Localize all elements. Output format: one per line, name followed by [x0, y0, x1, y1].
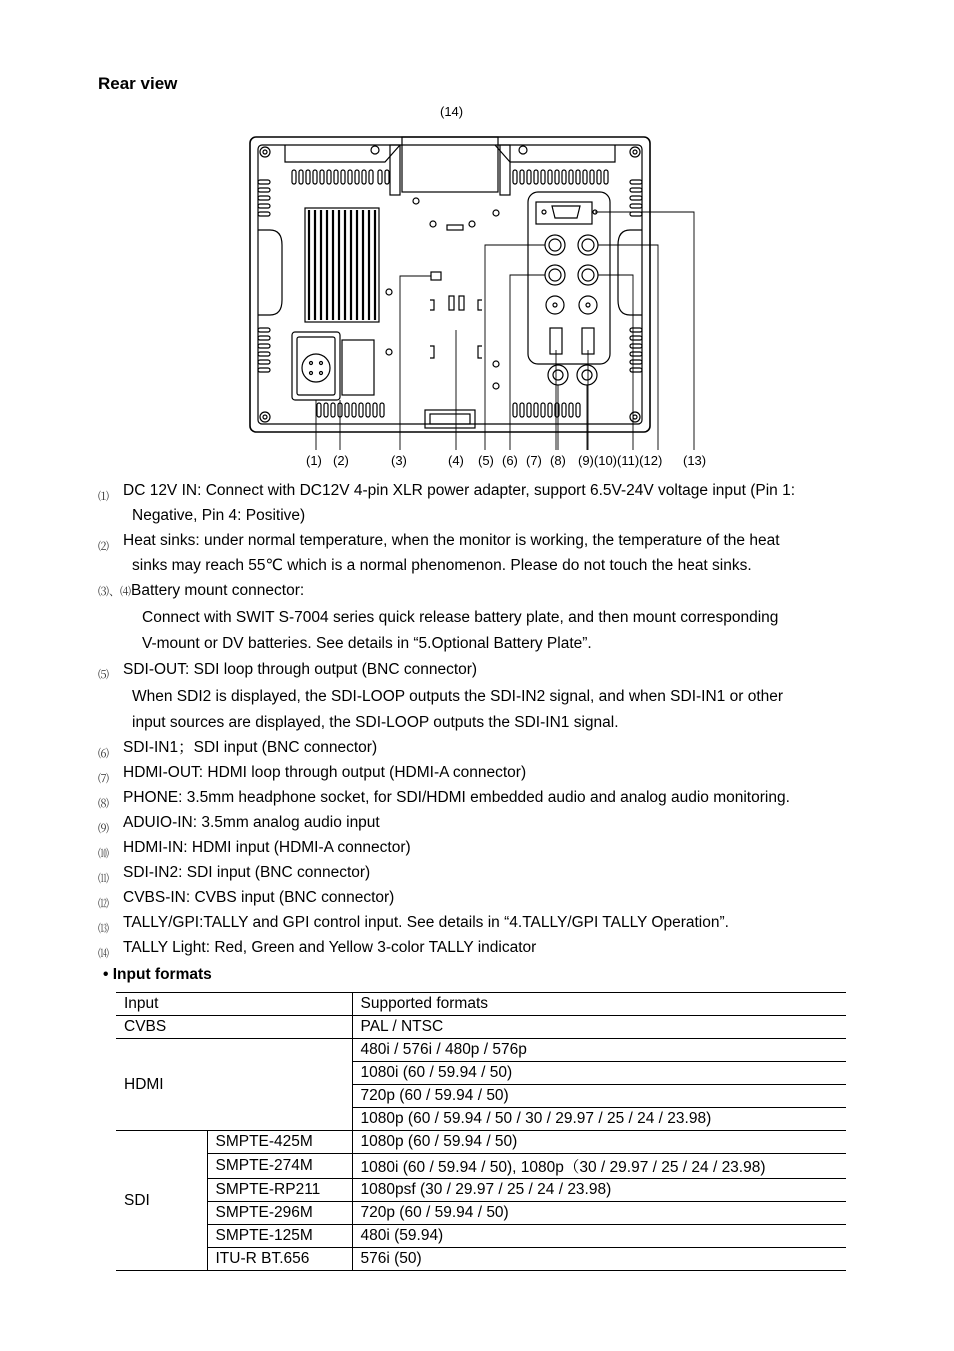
- item-text: CVBS-IN: CVBS input (BNC connector): [123, 889, 395, 906]
- callout-3: (3): [391, 453, 407, 468]
- table-row: [116, 1202, 846, 1225]
- item-text: HDMI-OUT: HDMI loop through output (HDMI-A connector): [123, 764, 527, 781]
- list-item: [98, 910, 858, 935]
- list-item: [98, 835, 858, 860]
- item-number: ⑾: [98, 872, 109, 885]
- rear-view-diagram: [240, 100, 720, 472]
- list-item: [98, 578, 858, 656]
- item-number: ⑻: [98, 797, 109, 810]
- item-text: SDI-IN2: SDI input (BNC connector): [123, 864, 371, 881]
- item-text: V-mount or DV batteries. See details in “5.Optional Battery Plate”.: [142, 635, 592, 652]
- list-item: [98, 528, 858, 578]
- item-number: ⒁: [98, 947, 109, 960]
- table-cell: SMPTE-296M: [207, 1202, 352, 1225]
- list-item: [98, 478, 858, 528]
- list-item: [98, 810, 858, 835]
- item-text: Battery mount connector:: [131, 582, 305, 599]
- list-item: [98, 885, 858, 910]
- table-cell: 576i (50): [352, 1248, 846, 1271]
- item-text: sinks may reach 55℃ which is a normal phenomenon. Please do not touch the heat sinks.: [132, 557, 752, 574]
- callout-14: (14): [440, 104, 464, 119]
- item-text: When SDI2 is displayed, the SDI-LOOP outputs the SDI-IN2 signal, and when SDI-IN1 or other: [132, 688, 784, 705]
- item-text: ADUIO-IN: 3.5mm analog audio input: [123, 814, 380, 831]
- table-row: [116, 1039, 846, 1062]
- table-row: [116, 1131, 846, 1154]
- callout-1: (1): [306, 453, 322, 468]
- list-item: [98, 860, 858, 885]
- item-text: HDMI-IN: HDMI input (HDMI-A connector): [123, 839, 411, 856]
- item-number: ⑿: [98, 897, 109, 910]
- table-cell: 1080p (60 / 59.94 / 50): [352, 1131, 846, 1154]
- item-number: ⑼: [98, 822, 109, 835]
- item-number: ⑺: [98, 772, 109, 785]
- item-number: ⒀: [98, 922, 109, 935]
- input-formats-table: [116, 992, 846, 1271]
- table-row: [116, 1154, 846, 1179]
- item-text: Connect with SWIT S-7004 series quick release battery plate, and then mount corresponding: [142, 609, 779, 626]
- table-cell: 720p (60 / 59.94 / 50): [352, 1085, 846, 1108]
- table-row: [116, 1179, 846, 1202]
- table-cell: SMPTE-274M: [207, 1154, 352, 1179]
- table-row: [116, 1016, 846, 1039]
- table-row: [116, 993, 846, 1016]
- table-cell: 1080psf (30 / 29.97 / 25 / 24 / 23.98): [352, 1179, 846, 1202]
- table-cell: 480i / 576i / 480p / 576p: [352, 1039, 846, 1062]
- callout-4: (4): [448, 453, 464, 468]
- table-cell: SMPTE-RP211: [207, 1179, 352, 1202]
- list-item: [98, 935, 858, 960]
- list-item: [98, 785, 858, 810]
- table-cell: HDMI: [116, 1039, 352, 1131]
- item-number: ⑹: [98, 747, 109, 760]
- table-row: [116, 1225, 846, 1248]
- table-row: [116, 1248, 846, 1271]
- list-item: [98, 656, 858, 735]
- table-cell: 1080p (60 / 59.94 / 50 / 30 / 29.97 / 25 / 24 / 23.98): [352, 1108, 846, 1131]
- callout-2: (2): [333, 453, 349, 468]
- item-text: Heat sinks: under normal temperature, when the monitor is working, the temperature of the heat: [123, 532, 780, 549]
- item-number: ⑽: [98, 847, 109, 860]
- callout-6: (6): [502, 453, 518, 468]
- callout-7: (7): [526, 453, 542, 468]
- item-text: SDI-IN1；SDI input (BNC connector): [123, 739, 378, 756]
- table-cell: ITU-R BT.656: [207, 1248, 352, 1271]
- item-text: PHONE: 3.5mm headphone socket, for SDI/HDMI embedded audio and analog audio monitoring.: [123, 789, 790, 806]
- table-cell: SMPTE-125M: [207, 1225, 352, 1248]
- table-header-cell: Supported formats: [352, 993, 846, 1016]
- section-heading: • Input formats: [103, 966, 212, 983]
- callout-13: (13): [683, 453, 707, 468]
- item-number: ⑸: [98, 668, 109, 681]
- item-number: ⑶、⑷: [98, 585, 131, 598]
- item-text: SDI-OUT: SDI loop through output (BNC connector): [123, 661, 478, 678]
- callout-8: (8): [550, 453, 566, 468]
- table-cell: PAL / NTSC: [352, 1016, 846, 1039]
- item-text: TALLY/GPI:TALLY and GPI control input. See details in “4.TALLY/GPI TALLY Operation”.: [123, 914, 729, 931]
- list-item: [98, 735, 858, 760]
- table-cell: 480i (59.94): [352, 1225, 846, 1248]
- item-text: TALLY Light: Red, Green and Yellow 3-color TALLY indicator: [123, 939, 537, 956]
- item-text: input sources are displayed, the SDI-LOOP outputs the SDI-IN1 signal.: [132, 714, 619, 731]
- item-text: Negative, Pin 4: Positive): [132, 507, 306, 524]
- table-cell: SDI: [116, 1131, 207, 1271]
- item-number: ⑴: [98, 490, 109, 503]
- table-cell: 1080i (60 / 59.94 / 50), 1080p（30 / 29.97 / 25 / 24 / 23.98): [352, 1154, 846, 1179]
- item-text: DC 12V IN: Connect with DC12V 4-pin XLR power adapter, support 6.5V-24V voltage input (Pin 1:: [123, 482, 796, 499]
- table-cell: CVBS: [116, 1016, 352, 1039]
- page-title: Rear view: [98, 74, 178, 93]
- table-cell: 720p (60 / 59.94 / 50): [352, 1202, 846, 1225]
- item-number: ⑵: [98, 540, 109, 553]
- table-cell: SMPTE-425M: [207, 1131, 352, 1154]
- table-cell: 1080i (60 / 59.94 / 50): [352, 1062, 846, 1085]
- callout-5: (5): [478, 453, 494, 468]
- table-header-cell: Input: [116, 993, 352, 1016]
- callout-9-12: (9)(10)(11)(12): [578, 453, 663, 468]
- connector-description-list: [98, 478, 858, 960]
- list-item: [98, 760, 858, 785]
